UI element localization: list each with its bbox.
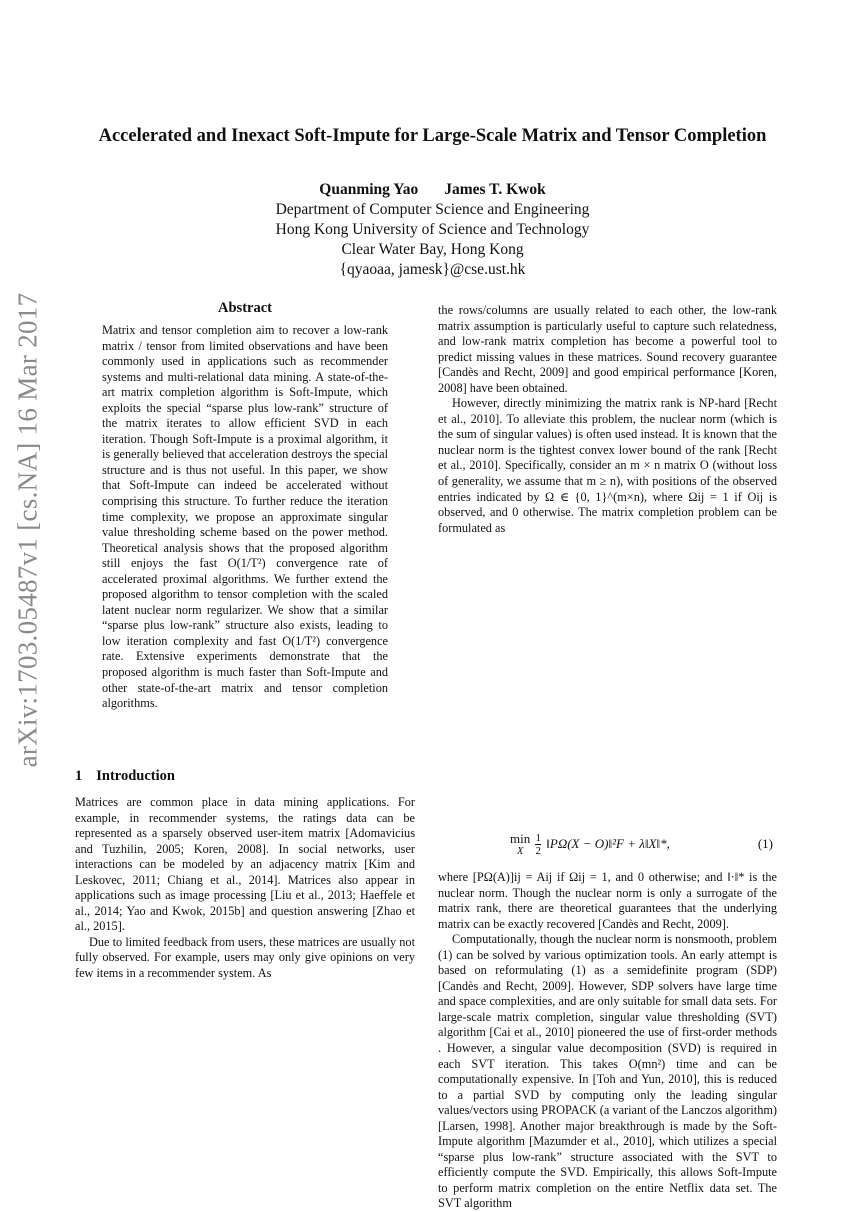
author-2: James T. Kwok [444, 181, 546, 198]
equation-fraction [535, 833, 541, 857]
email: {qyaoaa, jamesk}@cse.ust.hk [339, 261, 526, 278]
arxiv-id: arXiv:1703.05487v1 [cs.NA] 16 Mar 2017 [12, 292, 43, 768]
university: Hong Kong University of Science and Technology [275, 221, 590, 238]
address: Clear Water Bay, Hong Kong [341, 241, 524, 258]
abstract-text: Matrix and tensor completion aim to recover a low-rank matrix / tensor from limited observations and have been commonly used in applications such as recommender systems and multi-relational data mining. A state-of-the-art matrix completion algorithm is Soft-Impute, which exploits the special “sparse plus low-rank” structure of the matrix iterates to allow efficient SVD in each iteration. Though Soft-Impute is a proximal algorithm, it is generally believed that acceleration destroys the special structure and is thus not useful. In this paper, we show that Soft-Impute can indeed be accelerated without comprising this structure. To further reduce the iteration time complexity, we propose an approximate singular value thresholding scheme based on the power method. Theoretical analysis shows that the proposed algorithm still enjoys the fast O(1/T²) convergence rate of accelerated proximal algorithms. We further extend the proposed algorithm to tensor completion with the scaled latent nuclear norm regularizer. We show that a similar “sparse plus low-rank” structure also exists, leading to low iteration complexity and fast O(1/T²) convergence rate. Extensive experiments demonstrate that the proposed algorithm is much faster than Soft-Impute and other state-of-the-art matrix and tensor completion algorithms. [102, 323, 388, 711]
right-paragraph-3: where [PΩ(A)]ij = Aij if Ωij = 1, and 0 otherwise; and ‖·‖* is the nuclear norm. Though the nuclear norm is only a surrogate of the matrix rank, there are theoretical guarantees that the underlying matrix can be exactly recovered [Candès and Recht, 2009]. [438, 870, 777, 931]
right-column-top [438, 303, 777, 536]
equation-fraction-denominator: 2 [535, 845, 541, 857]
abstract-body [102, 323, 388, 712]
section-title: Introduction [96, 768, 175, 784]
section-heading-introduction [75, 768, 175, 785]
right-paragraph-4: Computationally, though the nuclear norm is nonsmooth, problem (1) can be solved by various optimization tools. An early attempt is based on reformulating (1) as a semidefinite program (SDP) [Candès and Recht, 2009]. However, SDP solvers have large time and space complexities, and are only suitable for small data sets. For large-scale matrix completion, singular value thresholding (SVT) algorithm [Cai et al., 2010] pioneered the use of first-order methods . However, a singular value decomposition (SVD) is required in each SVT iteration. This takes O(mn²) time and can be computationally expensive. In [Toh and Yun, 2010], this is reduced to a partial SVD by computing only the leading singular values/vectors using PROPACK (a variant of the Lanczos algorithm) [Larsen, 1998]. Another major breakthrough is made by the Soft-Impute algorithm [Mazumder et al., 2010], which utilizes a special “sparse plus low-rank” structure associated with the SVT to efficiently compute the SVD. Empirically, this allows Soft-Impute to perform matrix completion on the entire Netflix data set. The SVT algorithm [438, 932, 778, 1211]
author-block [90, 180, 775, 280]
abstract-heading: Abstract [218, 300, 272, 316]
right-paragraph-1: the rows/columns are usually related to each other, the low-rank matrix assumption is particularly useful to capture such relatedness, and low-rank matrix completion has become a powerful tool to predict missing values in these matrices. Sound recovery guarantee [Candès and Recht, 2009] and good empirical performance [Koren, 2008] have been obtained. [438, 303, 777, 395]
right-column-bottom [438, 870, 777, 1212]
equation-min-subscript: X [517, 846, 524, 857]
affiliation: Department of Computer Science and Engineering [275, 201, 590, 218]
intro-paragraph-2: Due to limited feedback from users, these matrices are usually not fully observed. For example, users may only give opinions on very few items in a recommender system. As [75, 934, 415, 981]
intro-paragraph-1: Matrices are common place in data mining applications. For example, in recommender systems, the ratings data can be represented as a sparsely observed user-item matrix [Adomavicius and Tuzhilin, 2005; Koren, 2008]. In social networks, user interactions can be modeled by an adjacency matrix [Kim and Leskovec, 2011; Chiang et al., 2014]. Matrices also appear in applications such as image processing [Liu et al., 2013; Haeffele et al., 2014; Yao and Kwok, 2015b] and question answering [Zhao et al., 2015]. [75, 795, 415, 934]
author-names [90, 180, 775, 200]
equation-body: ‖PΩ(X − O)‖²F + λ‖X‖*, [546, 835, 670, 851]
equation-min: min X [510, 831, 531, 857]
introduction-left-column [75, 795, 415, 982]
equation-fraction-numerator: 1 [535, 832, 541, 844]
equation-number: (1) [757, 836, 773, 851]
author-1: Quanming Yao [319, 181, 419, 198]
equation-1 [438, 826, 777, 866]
right-paragraph-2: However, directly minimizing the matrix rank is NP-hard [Recht et al., 2010]. To alleviate this problem, the nuclear norm (which is the sum of singular values) is often used instead. It is known that the nuclear norm is the tightest convex lower bound of the rank [Recht et al., 2010]. Specifically, consider an m × n matrix O (without loss of generality, we assume that m ≥ n), with positions of the observed entries indicated by Ω ∈ {0, 1}^(m×n), where Ωij = 1 if Oij is observed, and 0 otherwise. The matrix completion problem can be formulated as [438, 396, 777, 535]
section-number: 1 [75, 768, 83, 784]
equation-expression [510, 832, 670, 858]
arxiv-sidebar-stamp [2, 290, 54, 770]
paper-title: Accelerated and Inexact Soft-Impute for Large-Scale Matrix and Tensor Completion [98, 126, 767, 146]
